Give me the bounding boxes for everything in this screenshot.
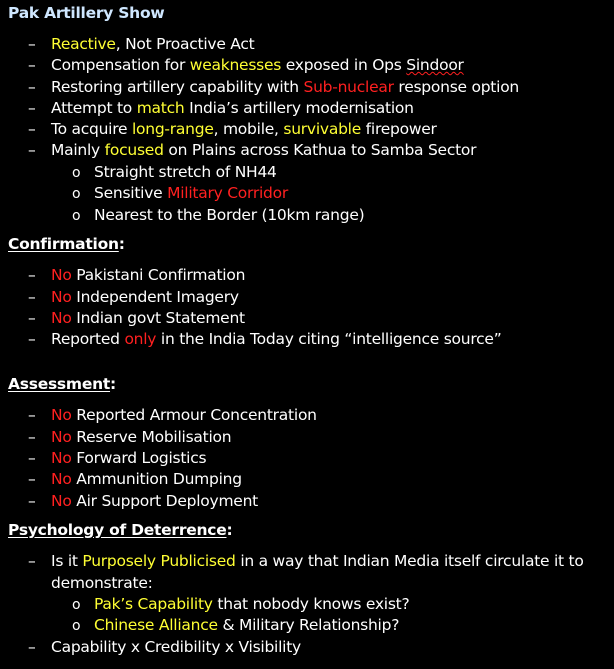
assessment-heading-text: Assessment [8,375,111,393]
circle-bullet-icon: o [72,597,81,613]
list-item [28,119,437,139]
text-run: No [51,288,72,306]
text-run: Ammunition Dumping [71,470,242,488]
psychology-colon: : [226,521,233,539]
text-run: , Not Proactive Act [115,35,255,53]
text-run: Reactive [51,35,116,53]
text-run: that nobody knows exist? [212,595,410,613]
list-item [28,265,245,285]
text-run: long-range [131,120,214,138]
list-item-continuation [51,573,153,593]
dash-bullet: – [28,288,36,306]
sub-list-item [72,162,277,183]
dash-bullet: – [28,470,36,488]
text-run: response option [393,78,520,96]
text-run: in the India Today citing “intelligence source” [156,330,502,348]
list-item [28,55,464,75]
text-run: Forward Logistics [71,449,207,467]
text-run: Indian govt Statement [71,309,245,327]
list-item [28,329,501,349]
dash-bullet: – [28,638,36,656]
text-run: demonstrate: [51,574,153,592]
text-run: Capability x Credibility x Visibility [51,638,301,656]
text-run: India’s artillery modernisation [184,99,414,117]
dash-bullet: – [28,120,36,138]
text-run: Sindoor [406,56,464,74]
sub-list-item [72,205,364,226]
list-item [28,140,476,160]
circle-bullet-icon: o [72,208,81,224]
text-run: Chinese Alliance [94,616,218,634]
text-run: , mobile, [213,120,284,138]
list-item [28,427,231,447]
text-run: No [51,428,72,446]
sub-list-item [72,594,409,615]
dash-bullet: – [28,141,36,159]
sub-list-item [72,183,288,204]
dash-bullet: – [28,428,36,446]
text-run: Sensitive [94,184,168,202]
list-item [28,287,239,307]
confirmation-heading-text: Confirmation [8,235,119,253]
dash-bullet: – [28,99,36,117]
text-run: No [51,492,72,510]
dash-bullet: – [28,78,36,96]
list-item [28,637,301,657]
text-run: firepower [361,120,437,138]
text-run: To acquire [51,120,132,138]
text-run: Restoring artillery capability with [51,78,304,96]
text-run: No [51,309,72,327]
sub-list-item [72,615,399,636]
psychology-heading [8,521,232,539]
text-run: only [124,330,157,348]
confirmation-colon: : [118,235,125,253]
text-run: match [136,99,185,117]
dash-bullet: – [28,449,36,467]
text-run: Purposely Publicised [82,552,236,570]
list-item [28,491,258,511]
text-run: Is it [51,552,83,570]
list-item [28,469,242,489]
text-run: Mainly [51,141,105,159]
text-run: Reserve Mobilisation [71,428,232,446]
dash-bullet: – [28,266,36,284]
text-run: survivable [283,120,361,138]
text-run: Air Support Deployment [71,492,258,510]
text-run: on Plains across Kathua to Samba Sector [163,141,477,159]
text-run: No [51,266,72,284]
list-item [28,98,414,118]
text-run: Compensation for [51,56,190,74]
text-run: Nearest to the Border (10km range) [94,206,365,224]
list-item [28,448,206,468]
text-run: Pakistani Confirmation [71,266,246,284]
psychology-heading-text: Psychology of Deterrence [8,521,227,539]
text-run: weaknesses [189,56,282,74]
dash-bullet: – [28,309,36,327]
dash-bullet: – [28,406,36,424]
text-run: Attempt to [51,99,137,117]
list-item [28,77,519,97]
list-item [28,34,254,54]
assessment-colon: : [110,375,116,393]
dash-bullet: – [28,35,36,53]
circle-bullet-icon: o [72,186,81,202]
text-run: No [51,406,72,424]
text-run: Sub-nuclear [303,78,394,96]
text-run: exposed in Ops [281,56,407,74]
list-item [28,551,584,571]
text-run: focused [104,141,164,159]
confirmation-heading [8,235,125,253]
text-run: Independent Imagery [71,288,239,306]
text-run: Military Corridor [167,184,288,202]
text-run: Straight stretch of NH44 [94,163,277,181]
text-run: in a way that Indian Media itself circulate it to [235,552,584,570]
text-run: No [51,470,72,488]
dash-bullet: – [28,56,36,74]
text-run: & Military Relationship? [217,616,400,634]
dash-bullet: – [28,552,36,570]
text-run: No [51,449,72,467]
assessment-heading [8,375,116,393]
text-run: Reported [51,330,125,348]
dash-bullet: – [28,492,36,510]
text-run: Reported Armour Concentration [71,406,317,424]
list-item [28,405,317,425]
circle-bullet-icon: o [72,165,81,181]
text-run: Pak’s Capability [94,595,213,613]
page-title: Pak Artillery Show [8,4,165,22]
dash-bullet: – [28,330,36,348]
circle-bullet-icon: o [72,618,81,634]
list-item [28,308,245,328]
